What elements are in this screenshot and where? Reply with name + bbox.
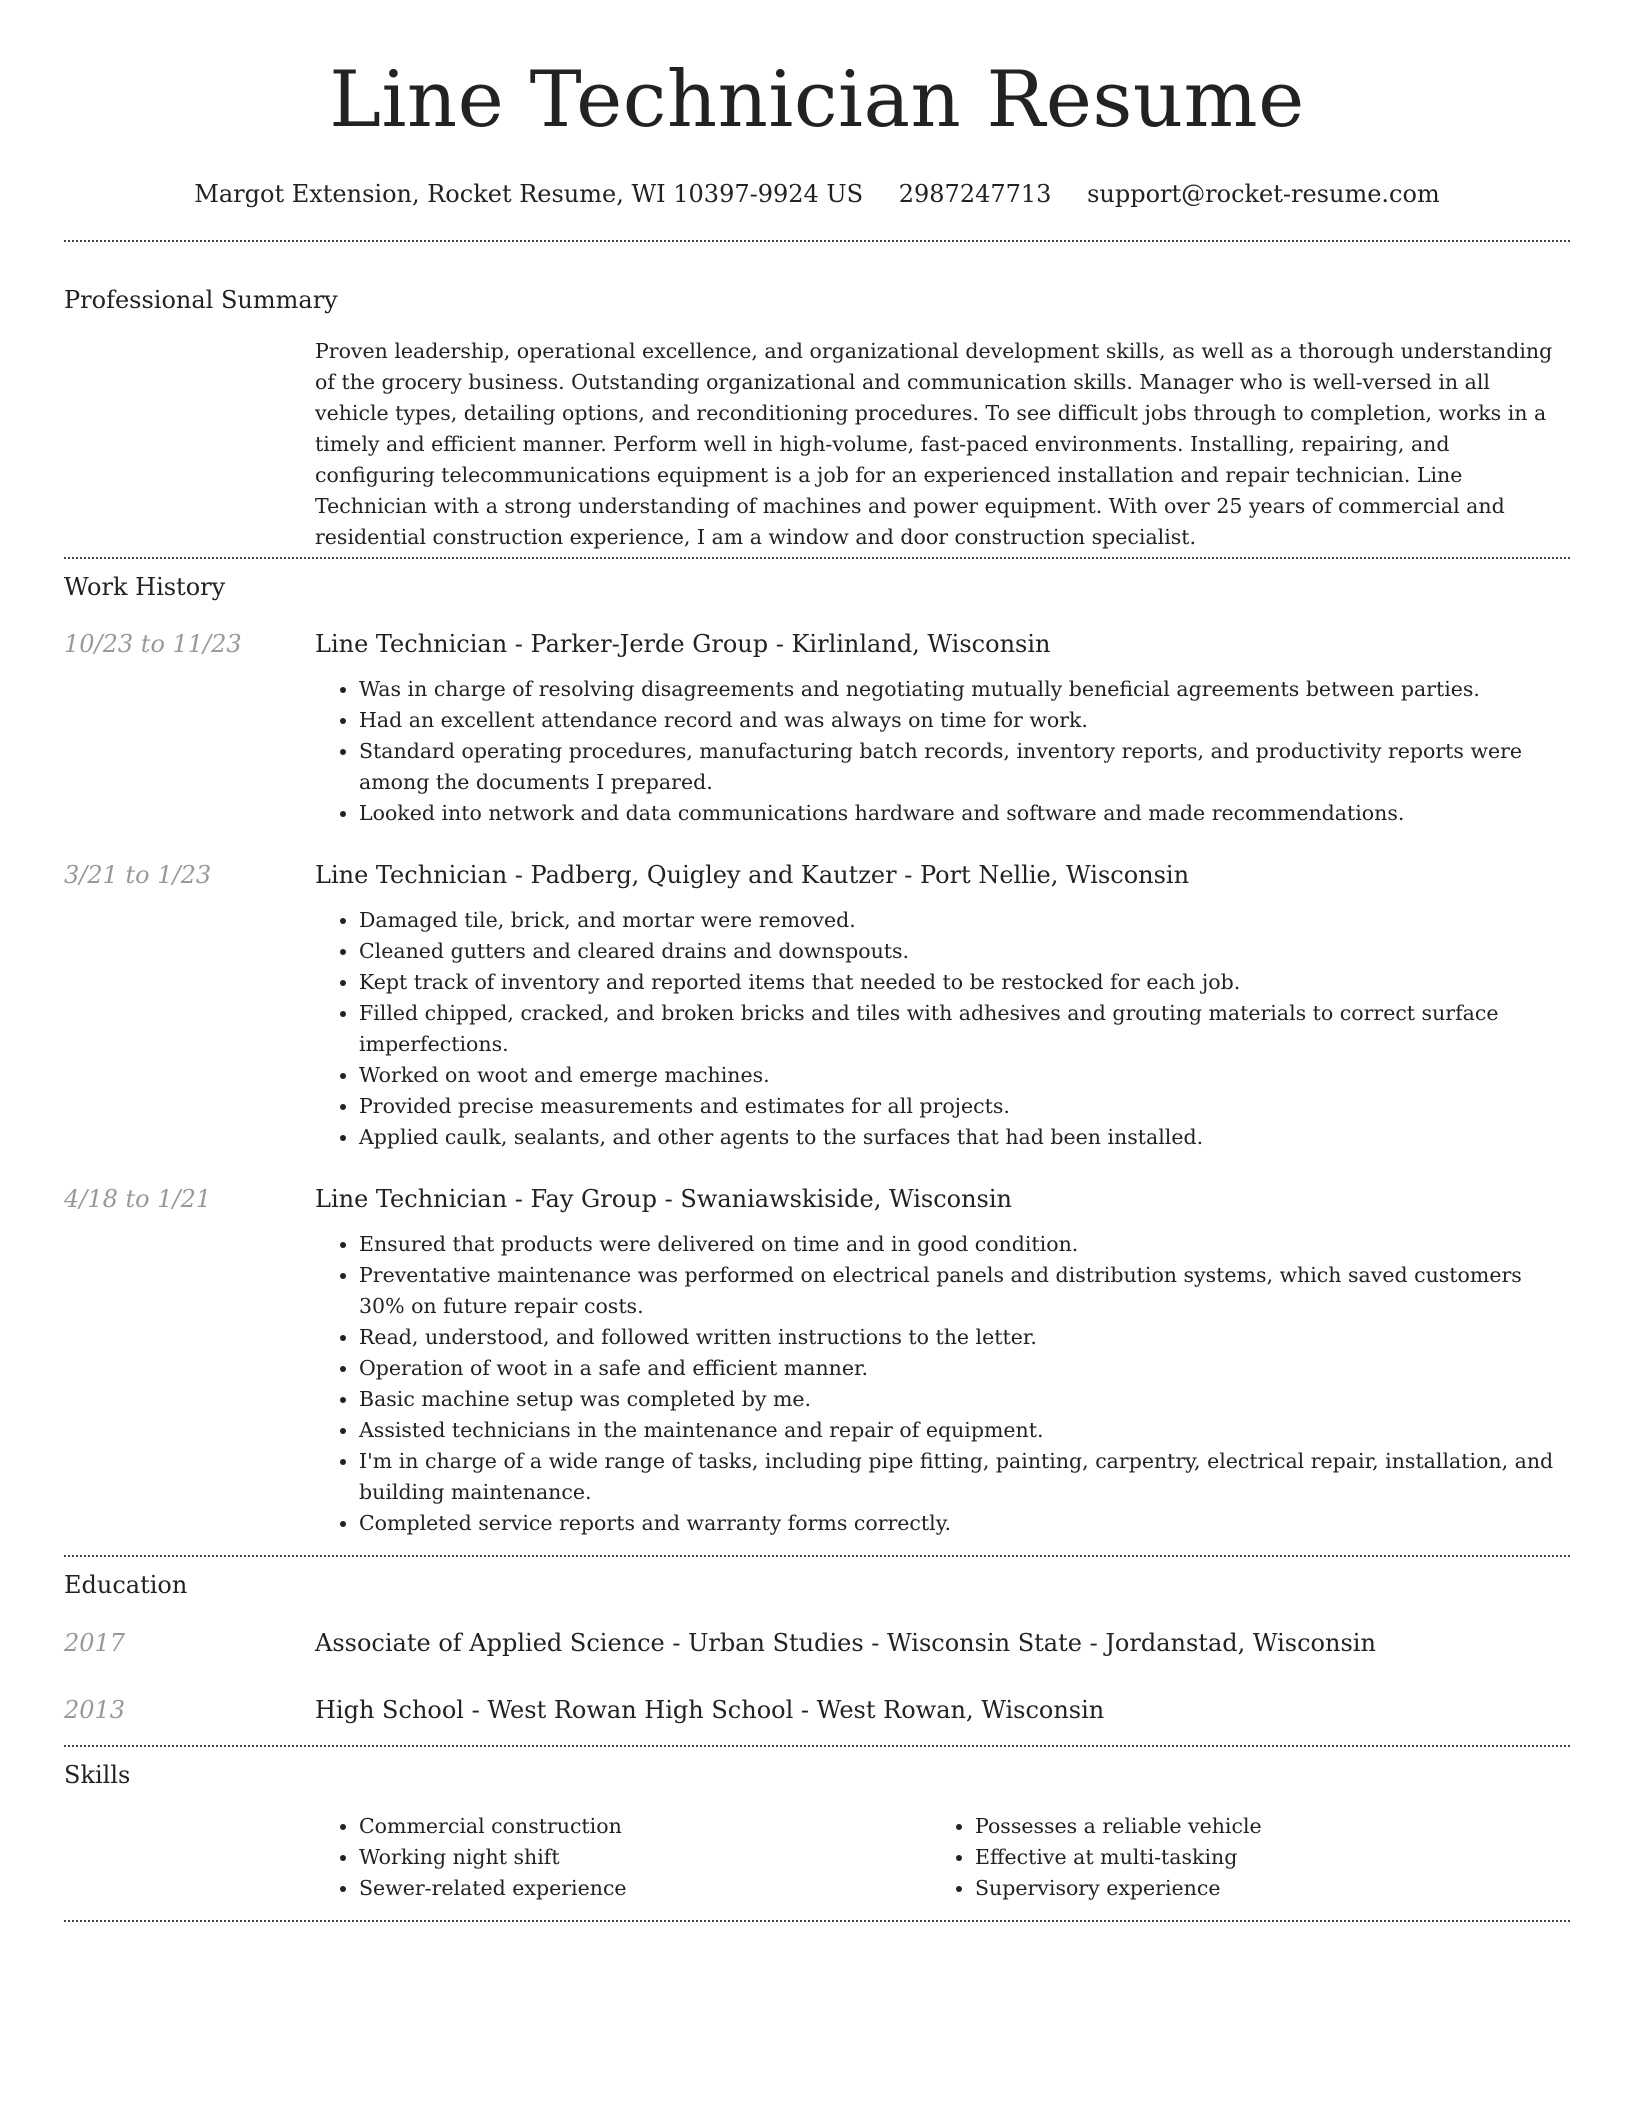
job-title: Line Technician - Parker-Jerde Group - Kirlinland, Wisconsin — [315, 630, 1051, 658]
skills-spacer — [64, 1811, 315, 1904]
resume-title: Line Technician Resume — [329, 55, 1305, 145]
job-title: Line Technician - Padberg, Quigley and Kautzer - Port Nellie, Wisconsin — [315, 861, 1190, 889]
skills-section — [64, 1811, 1570, 1904]
job-duty: • Kept track of inventory and reported items that needed to be restocked for each job. — [359, 967, 1570, 998]
skill-item: • Sewer-related experience — [359, 1873, 931, 1904]
job-duty: • Operation of woot in a safe and efficient manner. — [359, 1353, 1570, 1384]
job-entry — [64, 1183, 1570, 1539]
job-duties — [315, 1229, 1570, 1539]
job-duty: • Filled chipped, cracked, and broken bricks and tiles with adhesives and grouting materials to correct surface imperfections. — [359, 998, 1570, 1060]
job-duty: • Was in charge of resolving disagreements and negotiating mutually beneficial agreements between parties. — [359, 674, 1570, 705]
job-dates: 4/18 to 1/21 — [64, 1185, 212, 1213]
education-year: 2017 — [64, 1629, 126, 1657]
skill-item: • Commercial construction — [359, 1811, 931, 1842]
job-duties — [315, 674, 1570, 829]
job-dates: 10/23 to 11/23 — [64, 630, 242, 658]
skill-item: • Effective at multi-tasking — [975, 1842, 1547, 1873]
job-dates: 3/21 to 1/23 — [64, 861, 212, 889]
divider — [64, 1745, 1570, 1747]
contact-address: Margot Extension, Rocket Resume, WI 10397-9924 US — [194, 180, 864, 208]
education-year: 2013 — [64, 1696, 126, 1724]
contact-email: support@rocket-resume.com — [1087, 180, 1440, 208]
job-duty: • Basic machine setup was completed by me. — [359, 1384, 1570, 1415]
job-duty: • Applied caulk, sealants, and other agents to the surfaces that had been installed. — [359, 1122, 1570, 1153]
skill-item: • Possesses a reliable vehicle — [975, 1811, 1547, 1842]
job-duty: • Cleaned gutters and cleared drains and downspouts. — [359, 936, 1570, 967]
education-degree: Associate of Applied Science - Urban Studies - Wisconsin State - Jordanstad, Wisconsin — [315, 1629, 1376, 1657]
job-duty: • Read, understood, and followed written instructions to the letter. — [359, 1322, 1570, 1353]
skills-list-left — [315, 1811, 931, 1904]
job-duty: • Damaged tile, brick, and mortar were removed. — [359, 905, 1570, 936]
education-degree: High School - West Rowan High School - West Rowan, Wisconsin — [315, 1696, 1105, 1724]
job-duty: • Had an excellent attendance record and was always on time for work. — [359, 705, 1570, 736]
job-duty: • Ensured that products were delivered on time and in good condition. — [359, 1229, 1570, 1260]
job-duty: • Worked on woot and emerge machines. — [359, 1060, 1570, 1091]
skill-item: • Supervisory experience — [975, 1873, 1547, 1904]
summary-spacer — [64, 336, 315, 553]
divider — [64, 1555, 1570, 1557]
job-duty: • I'm in charge of a wide range of tasks, including pipe fitting, painting, carpentry, electrical repair, installation, and building maintenance. — [359, 1446, 1570, 1508]
summary-text: Proven leadership, operational excellence, and organizational development skills, as well as a thorough understanding of the grocery business. Outstanding organizational and communication skills. Manager who is well-versed in all vehicle types, detailing options, and reconditioning procedures. To see difficult jobs through to completion, works in a timely and efficient manner. Perform well in high-volume, fast-paced environments. Installing, repairing, and configuring telecommunications equipment is a job for an experienced installation and repair technician. Line Technician with a strong understanding of machines and power equipment. With over 25 years of commercial and residential construction experience, I am a window and door construction specialist. — [315, 339, 1553, 549]
job-duties — [315, 905, 1570, 1153]
job-duty: • Assisted technicians in the maintenance and repair of equipment. — [359, 1415, 1570, 1446]
contact-phone: 2987247713 — [898, 180, 1052, 208]
resume-page — [64, 0, 1570, 1922]
job-entry — [64, 859, 1570, 1153]
contact-line — [64, 178, 1570, 210]
summary-section — [64, 336, 1570, 553]
divider — [64, 240, 1570, 242]
job-title: Line Technician - Fay Group - Swaniawskiside, Wisconsin — [315, 1185, 1012, 1213]
job-duty: • Provided precise measurements and estimates for all projects. — [359, 1091, 1570, 1122]
job-duty: • Completed service reports and warranty forms correctly. — [359, 1508, 1570, 1539]
divider — [64, 557, 1570, 559]
education-heading: Education — [64, 1571, 188, 1599]
education-entry — [64, 1694, 1570, 1726]
skills-list-right — [931, 1811, 1547, 1904]
work-history-heading: Work History — [64, 573, 226, 601]
job-duty: • Preventative maintenance was performed on electrical panels and distribution systems, which saved customers 30% on future repair costs. — [359, 1260, 1570, 1322]
skill-item: • Working night shift — [359, 1842, 931, 1873]
job-duty: • Looked into network and data communications hardware and software and made recommendations. — [359, 798, 1570, 829]
job-entry — [64, 628, 1570, 829]
education-entry — [64, 1627, 1570, 1659]
summary-heading: Professional Summary — [64, 286, 338, 314]
skills-heading: Skills — [64, 1761, 131, 1789]
job-duty: • Standard operating procedures, manufacturing batch records, inventory reports, and productivity reports were among the documents I prepared. — [359, 736, 1570, 798]
divider — [64, 1920, 1570, 1922]
